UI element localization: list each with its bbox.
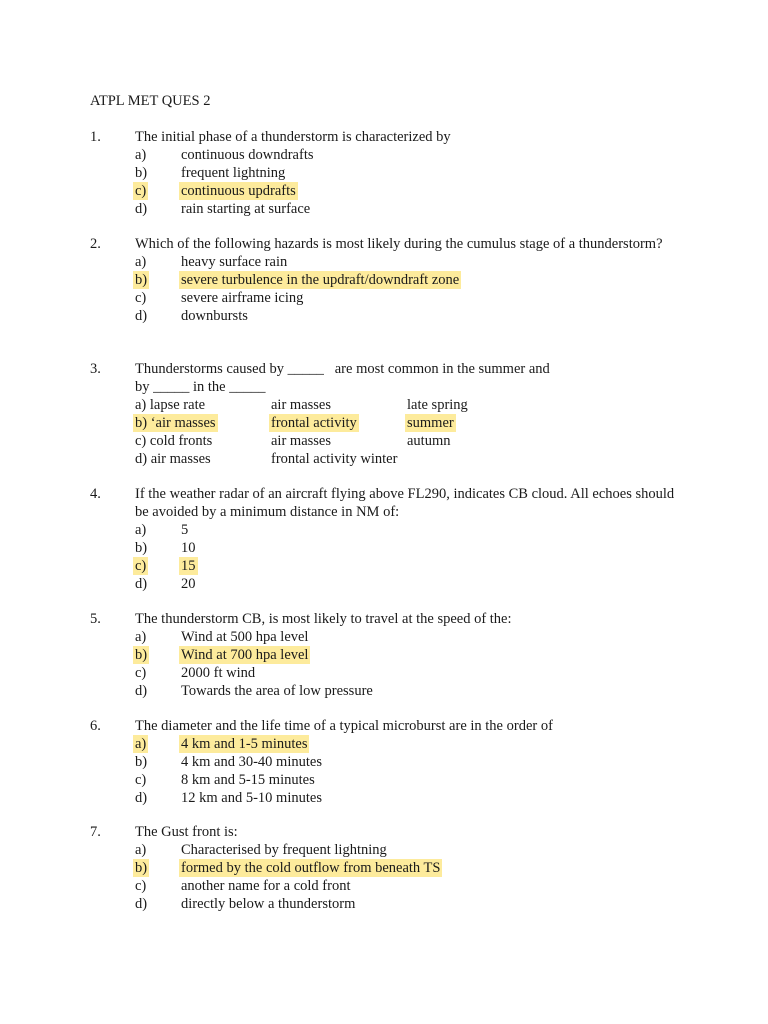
answer-option-highlighted: [135, 859, 675, 877]
question-4: [90, 485, 675, 593]
answer-option: [135, 164, 675, 182]
answer-option-highlighted: [135, 271, 675, 289]
option-letter: a): [135, 147, 147, 163]
option-letter: d): [135, 576, 148, 592]
option-text: another name for a cold front: [181, 878, 351, 894]
option-letter: a): [135, 254, 147, 270]
option-text: frequent lightning: [181, 165, 286, 181]
option-letter: c): [135, 772, 147, 788]
question-3: [90, 360, 675, 468]
option-text: Wind at 700 hpa level: [181, 647, 309, 663]
answer-option: [135, 877, 675, 895]
option-col-1: b) ‘air masses: [135, 415, 216, 431]
option-text: 15: [181, 558, 196, 574]
option-letter: b): [135, 754, 148, 770]
option-text: Characterised by frequent lightning: [181, 842, 387, 858]
answer-option: [135, 753, 675, 771]
question-text-line-1: Thunderstorms caused by _____ are most common in the summer and: [135, 361, 550, 377]
option-col-3: summer: [407, 415, 454, 431]
question-text: Which of the following hazards is most likely during the cumulus stage of a thunderstorm?: [135, 236, 663, 252]
option-text: formed by the cold outflow from beneath TS: [181, 860, 441, 876]
option-letter: b): [135, 647, 148, 663]
option-letter: a): [135, 736, 147, 752]
question-text: The initial phase of a thunderstorm is characterized by: [135, 129, 451, 145]
document-title: ATPL MET QUES 2: [90, 93, 211, 109]
option-text: 4 km and 30-40 minutes: [181, 754, 322, 770]
option-text: continuous downdrafts: [181, 147, 314, 163]
question-number: 1.: [90, 129, 101, 145]
option-letter: d): [135, 683, 148, 699]
option-text: Wind at 500 hpa level: [181, 629, 309, 645]
option-text: 12 km and 5-10 minutes: [181, 790, 322, 806]
option-letter: c): [135, 665, 147, 681]
option-letter: d): [135, 201, 148, 217]
option-col-2: frontal activity: [271, 415, 357, 431]
answer-option: [135, 307, 675, 325]
question-number: 6.: [90, 718, 101, 734]
option-text: continuous updrafts: [181, 183, 296, 199]
answer-option: [135, 895, 675, 913]
answer-option: [135, 789, 675, 807]
question-text: The Gust front is:: [135, 824, 238, 840]
option-col-3: late spring: [407, 397, 468, 413]
answer-option: [135, 628, 675, 646]
option-text: Towards the area of low pressure: [181, 683, 373, 699]
question-1: [90, 128, 675, 218]
question-6: [90, 717, 675, 807]
answer-option: [135, 539, 675, 557]
option-text: severe airframe icing: [181, 290, 304, 306]
option-letter: d): [135, 308, 148, 324]
question-number: 4.: [90, 486, 101, 502]
option-letter: b): [135, 860, 148, 876]
option-text: directly below a thunderstorm: [181, 896, 356, 912]
option-letter: c): [135, 183, 147, 199]
answer-option: [135, 432, 675, 450]
option-text: 20: [181, 576, 196, 592]
question-text: The diameter and the life time of a typical microburst are in the order of: [135, 718, 553, 734]
option-letter: d): [135, 790, 148, 806]
answer-option: [135, 253, 675, 271]
option-letter: c): [135, 878, 147, 894]
answer-option: [135, 575, 675, 593]
answer-option-highlighted: [135, 414, 675, 432]
answer-option: [135, 682, 675, 700]
question-number: 5.: [90, 611, 101, 627]
option-col-1: c) cold fronts: [135, 433, 213, 449]
question-text-line-2: by _____ in the _____: [135, 379, 266, 395]
answer-option: [135, 841, 675, 859]
option-letter: b): [135, 272, 148, 288]
option-col-2: frontal activity winter: [271, 451, 398, 467]
answer-option-highlighted: [135, 557, 675, 575]
option-col-1: a) lapse rate: [135, 397, 206, 413]
option-text: 10: [181, 540, 196, 556]
answer-option-highlighted: [135, 182, 675, 200]
option-letter: b): [135, 540, 148, 556]
option-letter: d): [135, 896, 148, 912]
option-letter: a): [135, 629, 147, 645]
answer-option: [135, 146, 675, 164]
answer-option: [135, 521, 675, 539]
option-text: 5: [181, 522, 189, 538]
answer-option: [135, 664, 675, 682]
question-text: The thunderstorm CB, is most likely to travel at the speed of the:: [135, 611, 512, 627]
option-col-3: autumn: [407, 433, 451, 449]
question-text: If the weather radar of an aircraft flying above FL290, indicates CB cloud. All echoes should be avoided by a minimum distance in NM of:: [135, 486, 675, 520]
question-2: [90, 235, 675, 325]
answer-option: [135, 396, 675, 414]
option-text: rain starting at surface: [181, 201, 311, 217]
question-number: 2.: [90, 236, 101, 252]
answer-option: [135, 450, 675, 468]
option-col-1: d) air masses: [135, 451, 211, 467]
option-text: heavy surface rain: [181, 254, 288, 270]
option-letter: b): [135, 165, 148, 181]
option-text: 4 km and 1-5 minutes: [181, 736, 308, 752]
option-col-2: air masses: [271, 397, 331, 413]
option-letter: c): [135, 558, 147, 574]
answer-option-highlighted: [135, 646, 675, 664]
question-number: 3.: [90, 361, 101, 377]
answer-option-highlighted: [135, 735, 675, 753]
option-text: 2000 ft wind: [181, 665, 256, 681]
option-letter: a): [135, 842, 147, 858]
option-col-2: air masses: [271, 433, 331, 449]
option-letter: a): [135, 522, 147, 538]
option-text: downbursts: [181, 308, 248, 324]
question-7: [90, 823, 675, 913]
answer-option: [135, 289, 675, 307]
answer-option: [135, 200, 675, 218]
option-text: severe turbulence in the updraft/downdraft zone: [181, 272, 460, 288]
question-number: 7.: [90, 824, 101, 840]
option-letter: c): [135, 290, 147, 306]
question-5: [90, 610, 675, 700]
answer-option: [135, 771, 675, 789]
option-text: 8 km and 5-15 minutes: [181, 772, 315, 788]
